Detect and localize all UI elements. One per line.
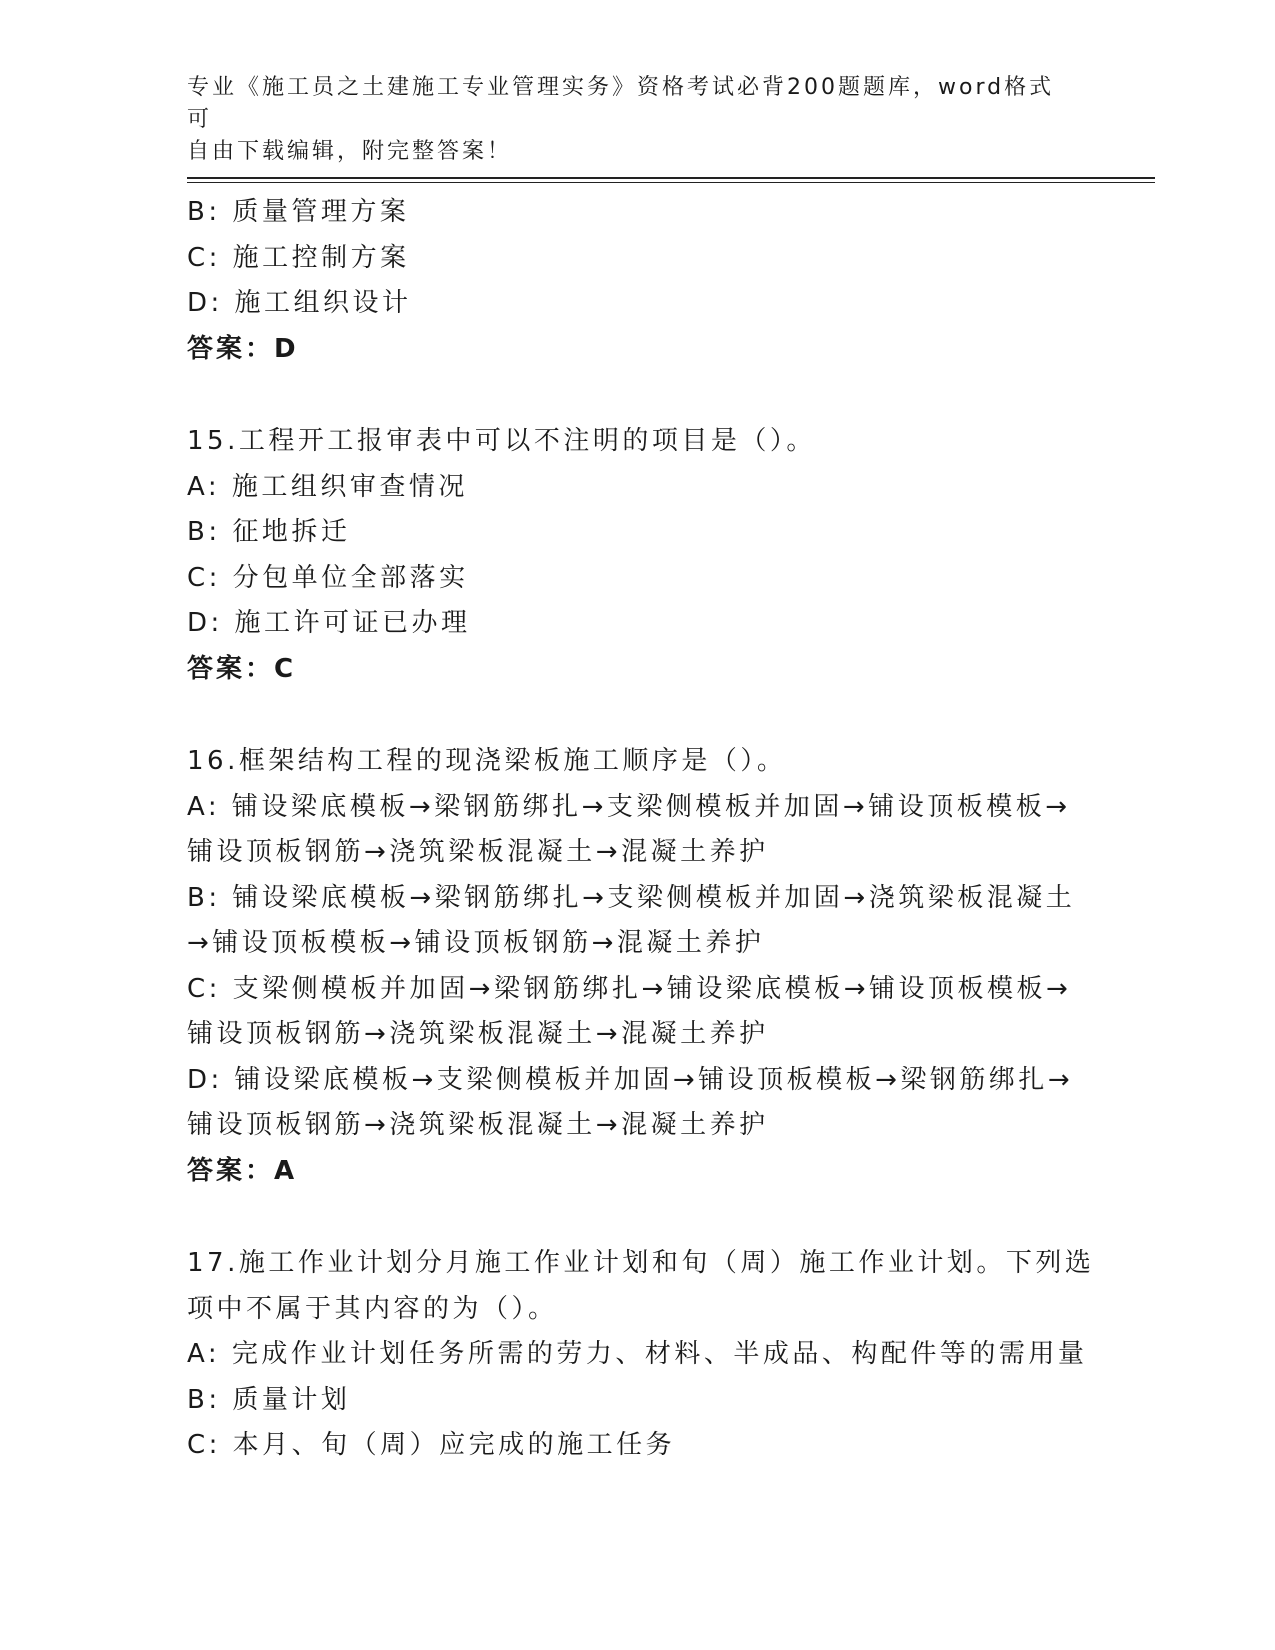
- answer: 答案：C: [187, 653, 297, 684]
- header-line-2: 自由下载编辑，附完整答案！: [187, 139, 513, 164]
- stem-line: 17.施工作业计划分月施工作业计划和旬（周）施工作业计划。下列选: [187, 1248, 1095, 1278]
- option-line: B: 铺设梁底模板→梁钢筋绑扎→支梁侧模板并加固→浇筑梁板混凝土: [187, 882, 1076, 913]
- question-16: [187, 739, 1087, 1194]
- question-17: [187, 1241, 1095, 1469]
- option-a: A: 完成作业计划任务所需的劳力、材料、半成品、构配件等的需用量: [187, 1339, 1088, 1369]
- option-d: D: 施工组织设计: [187, 288, 412, 318]
- answer: 答案：A: [187, 1155, 298, 1186]
- option-b: B: 质量计划: [187, 1384, 351, 1415]
- header-line-1: 专业《施工员之土建施工专业管理实务》资格考试必背200题题库，word格式可: [187, 75, 1055, 132]
- option-line: 铺设顶板钢筋→浇筑梁板混凝土→混凝土养护: [187, 1019, 769, 1049]
- option-c: C: 分包单位全部落实: [187, 562, 469, 593]
- option-line: →铺设顶板模板→铺设顶板钢筋→混凝土养护: [187, 928, 765, 958]
- header-divider: [187, 177, 1155, 183]
- question-14-tail: [187, 190, 1087, 372]
- option-a: A: 施工组织审查情况: [187, 471, 468, 502]
- option-line: D: 铺设梁底模板→支梁侧模板并加固→铺设顶板模板→梁钢筋绑扎→: [187, 1064, 1074, 1095]
- option-b: [187, 876, 1087, 967]
- option-line: 铺设顶板钢筋→浇筑梁板混凝土→混凝土养护: [187, 837, 769, 867]
- option-line: A: 铺设梁底模板→梁钢筋绑扎→支梁侧模板并加固→铺设顶板模板→: [187, 791, 1071, 822]
- answer: 答案：D: [187, 333, 299, 364]
- option-c: C: 本月、旬（周）应完成的施工任务: [187, 1430, 676, 1460]
- option-d: [187, 1058, 1087, 1149]
- option-line: C: 支梁侧模板并加固→梁钢筋绑扎→铺设梁底模板→铺设顶板模板→: [187, 973, 1072, 1004]
- stem-line: 项中不属于其内容的为（）。: [187, 1293, 558, 1324]
- option-d: D: 施工许可证已办理: [187, 608, 471, 638]
- document-header: [187, 72, 1067, 168]
- question-15: [187, 419, 1087, 692]
- document-body: [187, 190, 1095, 1469]
- option-b: B: 质量管理方案: [187, 197, 410, 227]
- question-stem: [187, 1241, 1095, 1332]
- option-c: C: 施工控制方案: [187, 242, 410, 273]
- question-stem: 16.框架结构工程的现浇梁板施工顺序是（）。: [187, 746, 787, 776]
- option-line: 铺设顶板钢筋→浇筑梁板混凝土→混凝土养护: [187, 1110, 769, 1140]
- option-c: [187, 967, 1087, 1058]
- question-stem: 15.工程开工报审表中可以不注明的项目是（）。: [187, 426, 816, 456]
- option-a: [187, 785, 1087, 876]
- option-b: B: 征地拆迁: [187, 517, 351, 547]
